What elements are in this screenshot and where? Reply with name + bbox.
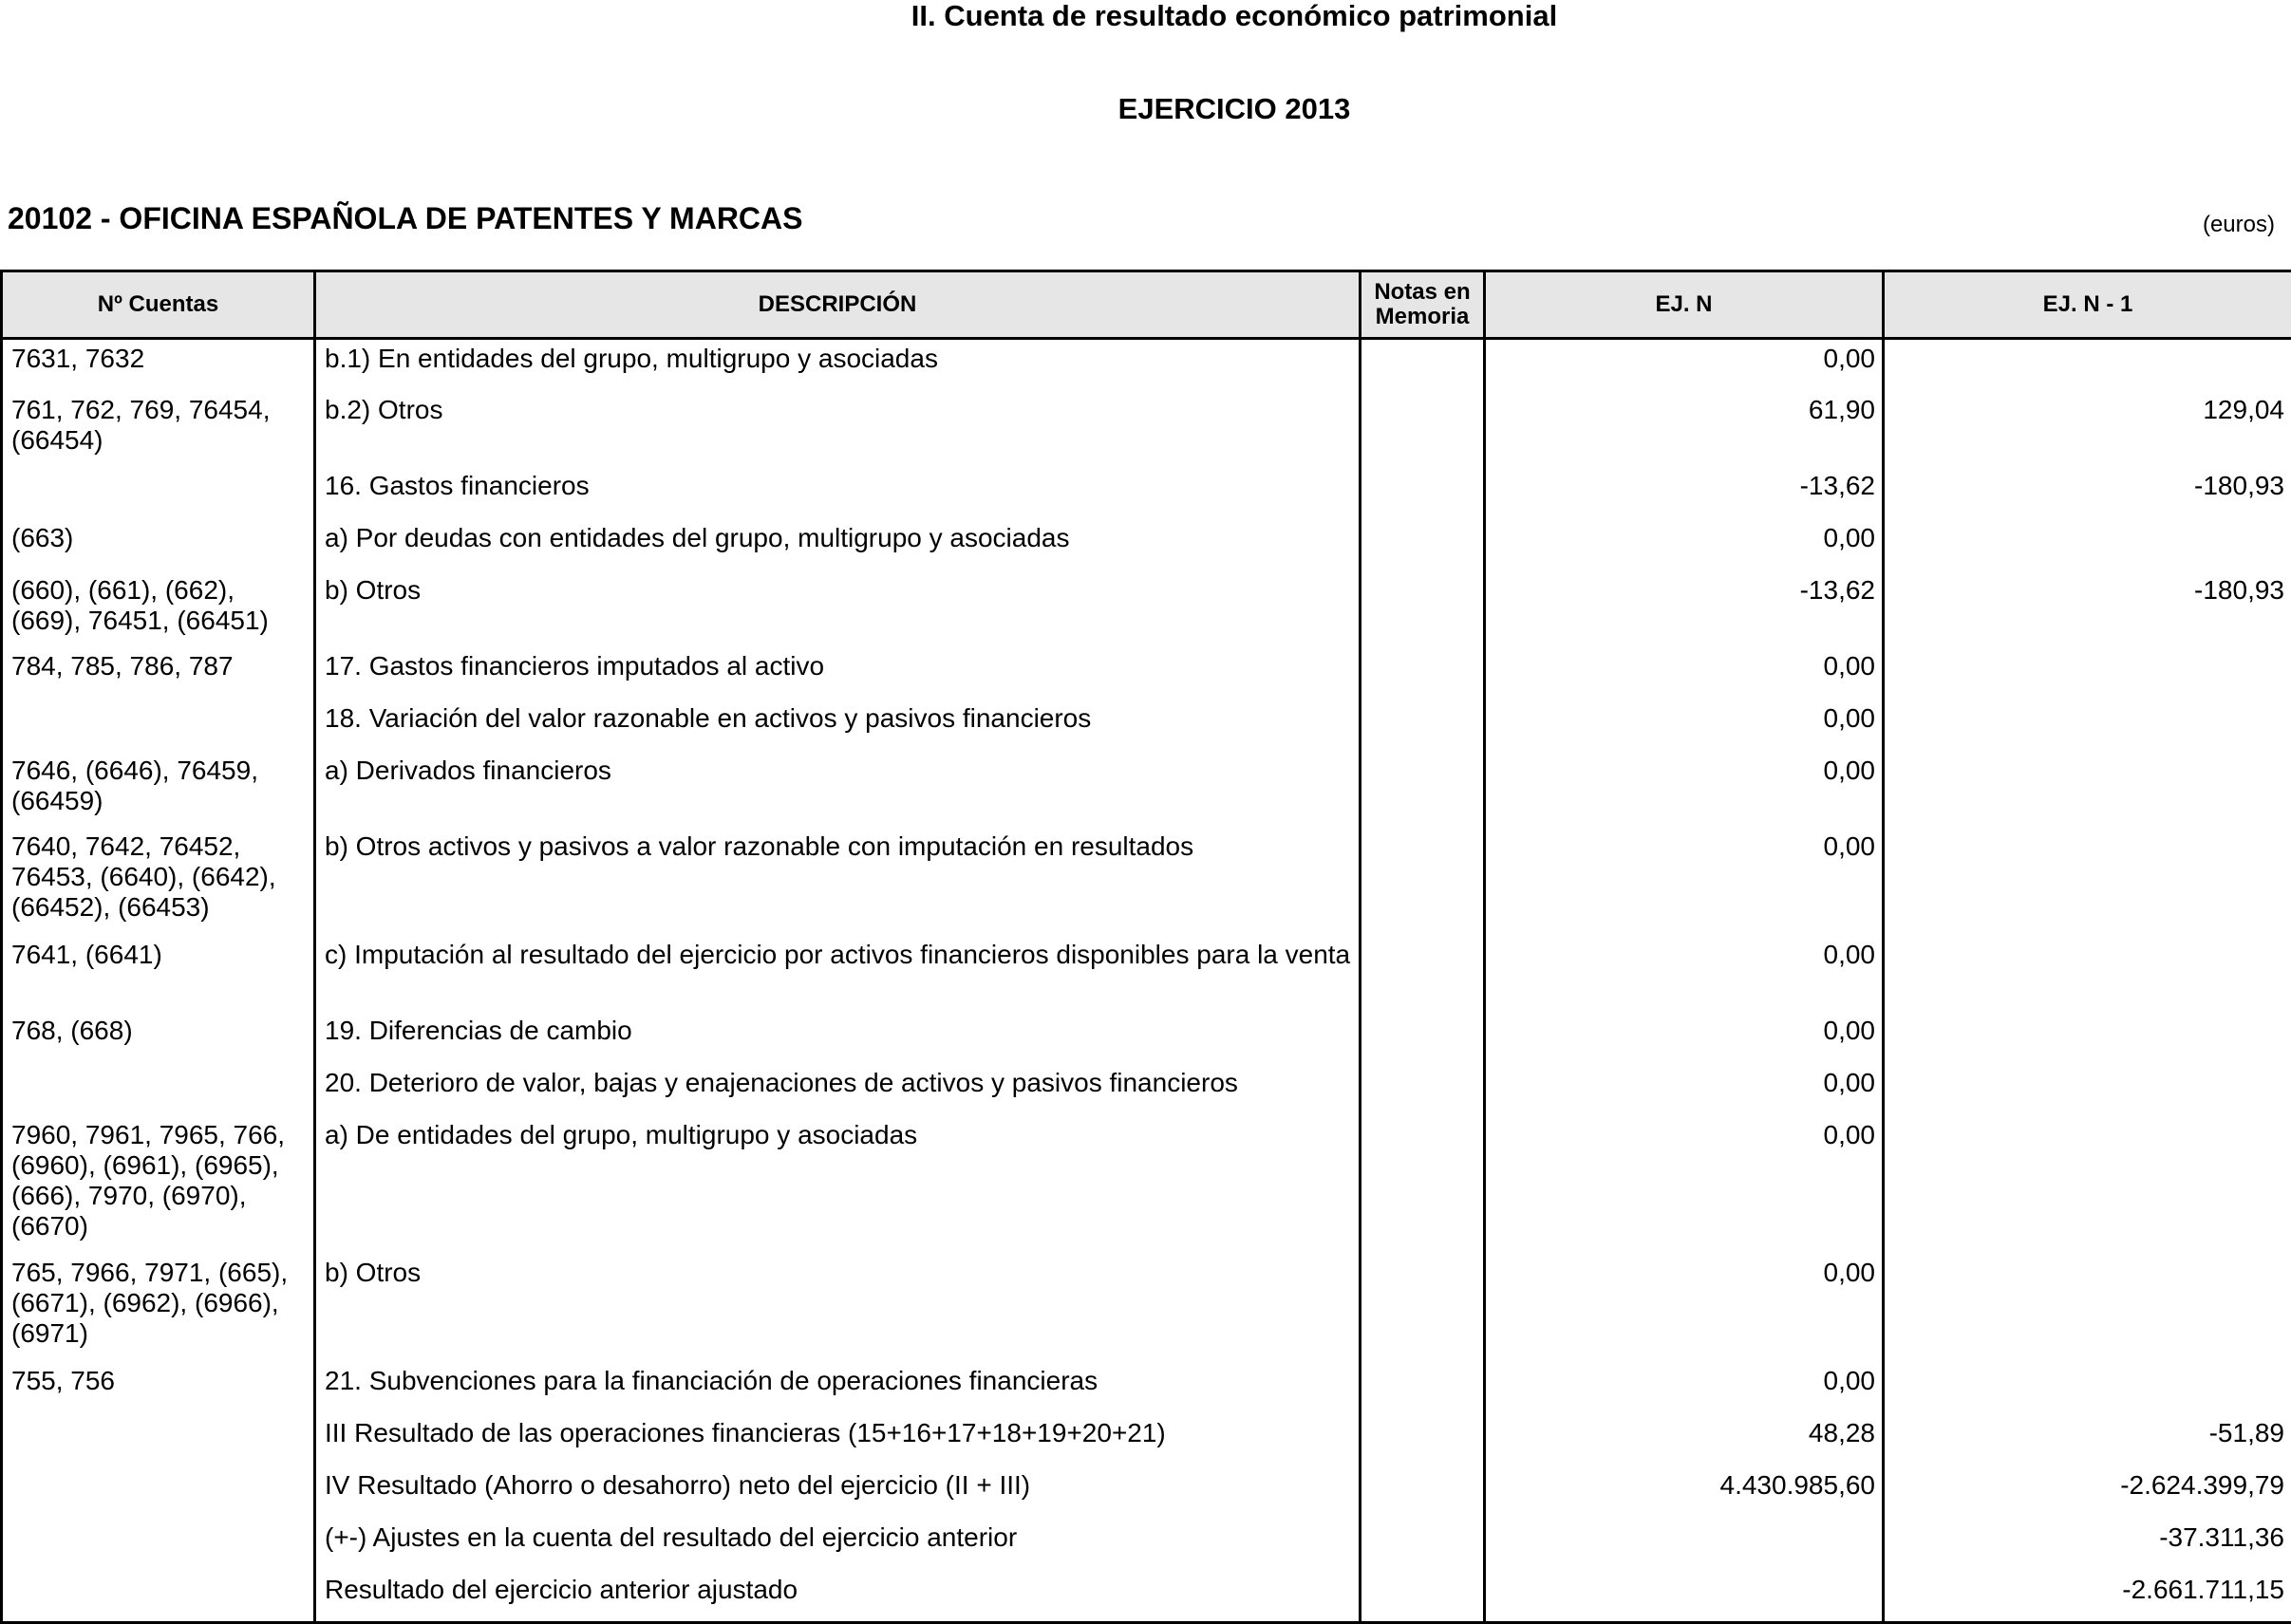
cell-year-n: 0,00: [1485, 1116, 1884, 1254]
cell-description: IV Resultado (Ahorro o desahorro) neto del ejercicio (II + III): [315, 1466, 1361, 1519]
cell-notes: [1361, 647, 1485, 700]
cell-year-n: 0,00: [1485, 647, 1884, 700]
table-row: [2, 1116, 2291, 1254]
cell-accounts: (660), (661), (662), (669), 76451, (66451): [2, 571, 315, 647]
cell-year-n: 0,00: [1485, 339, 1884, 391]
table-row: [2, 467, 2291, 519]
table-row: [2, 647, 2291, 700]
header-notes: Notas en Memoria: [1361, 271, 1485, 339]
header-description: DESCRIPCIÓN: [315, 271, 1361, 339]
cell-description: a) Por deudas con entidades del grupo, multigrupo y asociadas: [315, 519, 1361, 571]
cell-year-n1: [1884, 828, 2291, 936]
cell-accounts: 761, 762, 769, 76454, (66454): [2, 391, 315, 467]
cell-notes: [1361, 1466, 1485, 1519]
entity-name: 20102 - OFICINA ESPAÑOLA DE PATENTES Y MARCAS: [8, 201, 802, 235]
cell-accounts: [2, 1064, 315, 1116]
cell-description: b) Otros: [315, 571, 1361, 647]
cell-accounts: [2, 467, 315, 519]
cell-notes: [1361, 391, 1485, 467]
cell-description: 17. Gastos financieros imputados al activo: [315, 647, 1361, 700]
cell-year-n: 0,00: [1485, 1064, 1884, 1116]
cell-year-n: 0,00: [1485, 700, 1884, 752]
cell-description: (+-) Ajustes en la cuenta del resultado del ejercicio anterior: [315, 1519, 1361, 1571]
cell-notes: [1361, 700, 1485, 752]
table-row: [2, 519, 2291, 571]
cell-description: a) De entidades del grupo, multigrupo y asociadas: [315, 1116, 1361, 1254]
cell-notes: [1361, 828, 1485, 936]
cell-year-n1: -180,93: [1884, 571, 2291, 647]
cell-description: 16. Gastos financieros: [315, 467, 1361, 519]
table-row: [2, 1466, 2291, 1519]
cell-year-n: [1485, 1519, 1884, 1571]
cell-year-n1: -2.624.399,79: [1884, 1466, 2291, 1519]
currency-note: (euros): [2203, 212, 2275, 238]
cell-accounts: 784, 785, 786, 787: [2, 647, 315, 700]
table-row: [2, 1064, 2291, 1116]
cell-year-n: 0,00: [1485, 1012, 1884, 1064]
page-title: II. Cuenta de resultado económico patrimonial: [0, 0, 2291, 32]
cell-accounts: [2, 1466, 315, 1519]
cell-year-n1: -37.311,36: [1884, 1519, 2291, 1571]
cell-year-n1: 129,04: [1884, 391, 2291, 467]
cell-year-n1: [1884, 1012, 2291, 1064]
cell-year-n: -13,62: [1485, 467, 1884, 519]
table-row: [2, 936, 2291, 1012]
cell-year-n: 0,00: [1485, 1362, 1884, 1414]
table-header-row: [2, 271, 2291, 339]
cell-accounts: 7641, (6641): [2, 936, 315, 1012]
header-accounts: Nº Cuentas: [2, 271, 315, 339]
cell-year-n1: [1884, 339, 2291, 391]
table-row: [2, 1414, 2291, 1466]
table-row: [2, 828, 2291, 936]
cell-accounts: 755, 756: [2, 1362, 315, 1414]
cell-accounts: 7640, 7642, 76452, 76453, (6640), (6642), (66452), (66453): [2, 828, 315, 936]
cell-year-n1: -51,89: [1884, 1414, 2291, 1466]
cell-description: b) Otros activos y pasivos a valor razonable con imputación en resultados: [315, 828, 1361, 936]
cell-accounts: [2, 1519, 315, 1571]
cell-year-n1: [1884, 519, 2291, 571]
table-row: [2, 571, 2291, 647]
cell-notes: [1361, 1571, 1485, 1623]
header-year-n1: EJ. N - 1: [1884, 271, 2291, 339]
cell-accounts: [2, 1414, 315, 1466]
cell-year-n1: [1884, 752, 2291, 828]
header-year-n: EJ. N: [1485, 271, 1884, 339]
table-row: [2, 1254, 2291, 1362]
table-row: [2, 700, 2291, 752]
cell-accounts: 768, (668): [2, 1012, 315, 1064]
cell-year-n1: [1884, 1064, 2291, 1116]
table-row: [2, 1571, 2291, 1623]
cell-accounts: [2, 1571, 315, 1623]
cell-year-n: 4.430.985,60: [1485, 1466, 1884, 1519]
cell-year-n1: [1884, 647, 2291, 700]
table-row: [2, 391, 2291, 467]
cell-accounts: 765, 7966, 7971, (665), (6671), (6962), (6966), (6971): [2, 1254, 315, 1362]
cell-notes: [1361, 1414, 1485, 1466]
cell-description: Resultado del ejercicio anterior ajustado: [315, 1571, 1361, 1623]
cell-notes: [1361, 571, 1485, 647]
cell-description: 21. Subvenciones para la financiación de operaciones financieras: [315, 1362, 1361, 1414]
table-row: [2, 752, 2291, 828]
cell-year-n1: [1884, 1254, 2291, 1362]
cell-year-n: 0,00: [1485, 519, 1884, 571]
cell-year-n: 0,00: [1485, 1254, 1884, 1362]
cell-accounts: 7646, (6646), 76459, (66459): [2, 752, 315, 828]
cell-accounts: 7960, 7961, 7965, 766, (6960), (6961), (6965), (666), 7970, (6970), (6670): [2, 1116, 315, 1254]
cell-accounts: [2, 700, 315, 752]
cell-year-n1: [1884, 1362, 2291, 1414]
cell-notes: [1361, 936, 1485, 1012]
cell-accounts: (663): [2, 519, 315, 571]
cell-notes: [1361, 467, 1485, 519]
cell-year-n: 0,00: [1485, 936, 1884, 1012]
cell-year-n1: [1884, 700, 2291, 752]
cell-description: 19. Diferencias de cambio: [315, 1012, 1361, 1064]
cell-accounts: 7631, 7632: [2, 339, 315, 391]
cell-year-n: 0,00: [1485, 828, 1884, 936]
cell-year-n: 0,00: [1485, 752, 1884, 828]
cell-description: b.2) Otros: [315, 391, 1361, 467]
income-statement-table: [0, 270, 2291, 1624]
cell-notes: [1361, 1362, 1485, 1414]
table-row: [2, 1519, 2291, 1571]
cell-description: b.1) En entidades del grupo, multigrupo y asociadas: [315, 339, 1361, 391]
cell-year-n1: [1884, 1116, 2291, 1254]
cell-notes: [1361, 519, 1485, 571]
cell-notes: [1361, 1116, 1485, 1254]
cell-year-n: 48,28: [1485, 1414, 1884, 1466]
cell-year-n: 61,90: [1485, 391, 1884, 467]
cell-year-n1: -180,93: [1884, 467, 2291, 519]
table-row: [2, 1012, 2291, 1064]
cell-description: III Resultado de las operaciones financieras (15+16+17+18+19+20+21): [315, 1414, 1361, 1466]
cell-notes: [1361, 1012, 1485, 1064]
table-row: [2, 339, 2291, 391]
cell-notes: [1361, 339, 1485, 391]
cell-description: c) Imputación al resultado del ejercicio por activos financieros disponibles para la venta: [315, 936, 1361, 1012]
cell-notes: [1361, 1254, 1485, 1362]
cell-notes: [1361, 1519, 1485, 1571]
cell-description: 20. Deterioro de valor, bajas y enajenaciones de activos y pasivos financieros: [315, 1064, 1361, 1116]
cell-notes: [1361, 1064, 1485, 1116]
exercise-title: EJERCICIO 2013: [0, 93, 2291, 125]
cell-notes: [1361, 752, 1485, 828]
table-row: [2, 1362, 2291, 1414]
cell-year-n: [1485, 1571, 1884, 1623]
cell-description: b) Otros: [315, 1254, 1361, 1362]
cell-year-n1: [1884, 936, 2291, 1012]
cell-description: a) Derivados financieros: [315, 752, 1361, 828]
cell-year-n: -13,62: [1485, 571, 1884, 647]
cell-description: 18. Variación del valor razonable en activos y pasivos financieros: [315, 700, 1361, 752]
cell-year-n1: -2.661.711,15: [1884, 1571, 2291, 1623]
